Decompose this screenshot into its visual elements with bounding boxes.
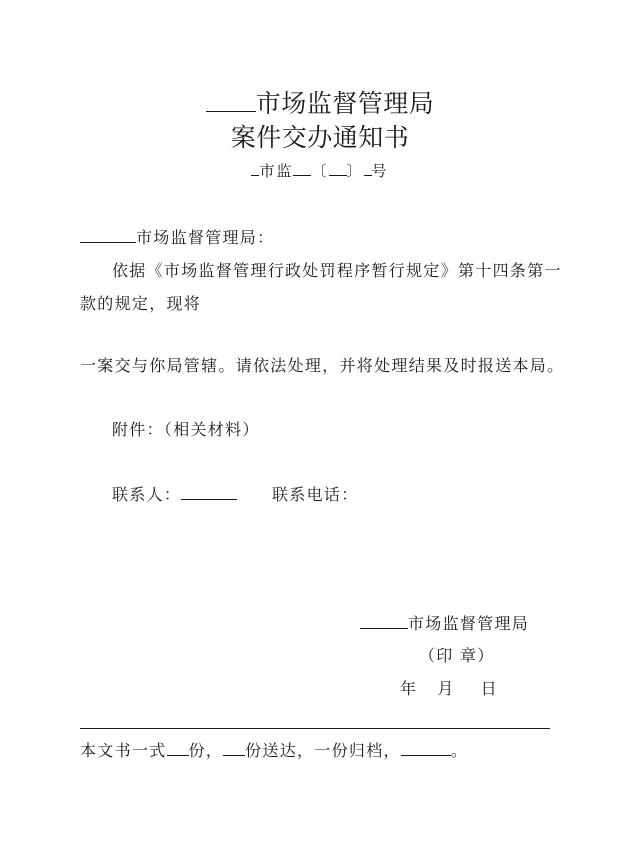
contact-phone: [272, 482, 359, 505]
doc-number-serial-blank[interactable]: [364, 161, 372, 176]
contact-person-label: 联系人：: [112, 485, 182, 504]
contact-phone-label: 联系电话：: [272, 485, 359, 504]
footer-part4: 。: [450, 741, 469, 760]
title-agency-suffix: 市场监督管理局: [255, 89, 435, 118]
doc-number-part2: 〔: [311, 162, 329, 180]
date-year: 年: [400, 679, 418, 698]
addressee-line: [80, 225, 274, 248]
document-title: 案件交办通知书: [230, 123, 410, 152]
attachment-line: 附件：（相关材料）: [112, 420, 260, 439]
contact-person: [112, 482, 237, 505]
agency-name-blank[interactable]: [206, 87, 256, 112]
doc-number-part4: 号: [371, 162, 389, 180]
contact-person-blank[interactable]: [181, 484, 237, 500]
date-line: [400, 676, 498, 699]
body-paragraph-2: 一案交与你局管辖。请依法处理，并将处理结果及时报送本局。: [80, 356, 565, 375]
doc-number-part1: 市监: [259, 162, 294, 180]
date-day: 日: [480, 679, 498, 698]
body-paragraph-1-line-2: 款的规定，现将: [80, 294, 202, 313]
doc-number-code-blank[interactable]: [293, 161, 311, 176]
signature-agency-blank[interactable]: [360, 613, 408, 629]
footer-copies-line: [80, 738, 468, 761]
document-number: [0, 160, 640, 181]
doc-number-part3: 〕: [346, 162, 364, 180]
signature-agency-suffix: 市场监督管理局: [408, 614, 530, 633]
footer-part3: 份送达，一份归档，: [245, 741, 401, 760]
footer-total-copies-blank[interactable]: [167, 740, 189, 756]
footer-divider: [80, 728, 550, 729]
footer-recipient-blank[interactable]: [401, 740, 451, 756]
body-paragraph-1-line-1: 依据《市场监督管理行政处罚程序暂行规定》第十四条第一: [112, 261, 562, 280]
document-title-agency: [0, 84, 640, 120]
footer-part2: 份，: [188, 741, 224, 760]
doc-number-year-blank[interactable]: [329, 161, 347, 176]
signature-agency: [360, 611, 529, 634]
addressee-suffix: 市场监督管理局：: [136, 228, 275, 247]
addressee-blank[interactable]: [80, 227, 136, 243]
seal-text: （印 章）: [419, 646, 495, 665]
footer-delivered-copies-blank[interactable]: [223, 740, 245, 756]
date-month: 月: [437, 679, 455, 698]
footer-part1: 本文书一式: [80, 741, 167, 760]
